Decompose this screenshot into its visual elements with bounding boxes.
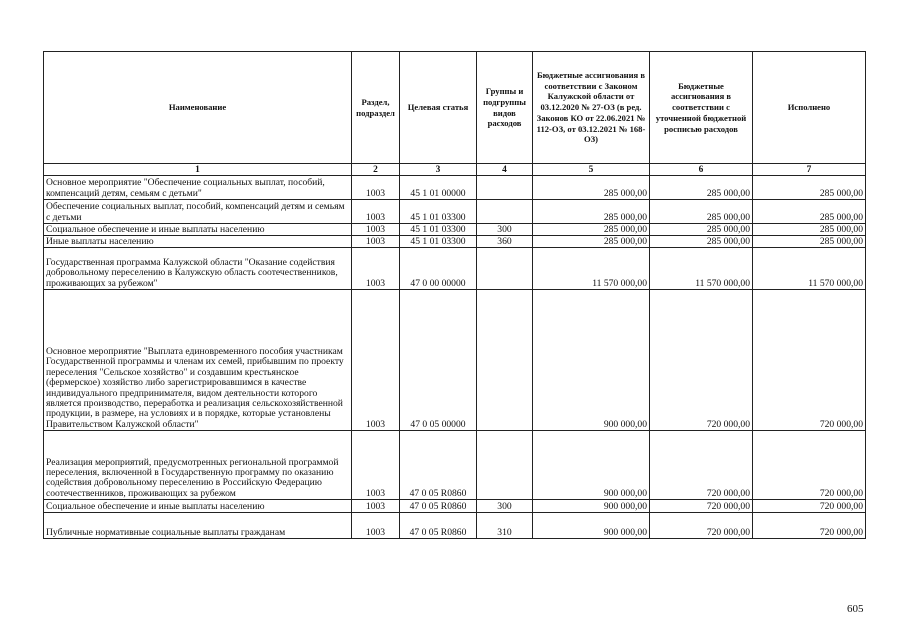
column-number-row (44, 164, 866, 176)
column-number: 2 (352, 164, 400, 176)
row-name: Социальное обеспечение и иные выплаты населению (44, 224, 352, 236)
table-row (44, 176, 866, 200)
row-law: 285 000,00 (533, 224, 650, 236)
row-target: 47 0 05 R0860 (400, 500, 477, 513)
budget-table (43, 51, 866, 539)
row-executed: 11 570 000,00 (753, 248, 866, 290)
row-refined: 285 000,00 (650, 224, 753, 236)
row-name: Иные выплаты населению (44, 236, 352, 248)
row-executed: 285 000,00 (753, 176, 866, 200)
row-refined: 11 570 000,00 (650, 248, 753, 290)
row-section: 1003 (352, 224, 400, 236)
row-refined: 720 000,00 (650, 290, 753, 431)
table-row (44, 236, 866, 248)
column-number: 4 (477, 164, 533, 176)
row-name: Основное мероприятие "Обеспечение социальных выплат, пособий, компенсаций детям, семьям с детьми" (44, 176, 352, 200)
column-number: 6 (650, 164, 753, 176)
row-target: 45 1 01 00000 (400, 176, 477, 200)
row-section: 1003 (352, 500, 400, 513)
row-executed: 720 000,00 (753, 290, 866, 431)
row-section: 1003 (352, 176, 400, 200)
row-name: Обеспечение социальных выплат, пособий, компенсаций детям и семьям с детьми (44, 200, 352, 224)
table-row (44, 248, 866, 290)
row-target: 47 0 05 R0860 (400, 513, 477, 539)
header-executed: Исполнено (753, 52, 866, 164)
row-section: 1003 (352, 236, 400, 248)
row-target: 45 1 01 03300 (400, 224, 477, 236)
header-law: Бюджетные ассигнования в соответствии с Законом Калужской области от 03.12.2020 № 27-ОЗ (в ред. Законов КО от 22.06.2021 № 112-ОЗ, от 03.12.2021 № 168-ОЗ) (533, 52, 650, 164)
row-law: 285 000,00 (533, 176, 650, 200)
column-number: 1 (44, 164, 352, 176)
row-target: 47 0 05 00000 (400, 290, 477, 431)
row-group (477, 176, 533, 200)
table-row (44, 290, 866, 431)
row-law: 11 570 000,00 (533, 248, 650, 290)
row-section: 1003 (352, 431, 400, 500)
row-section: 1003 (352, 248, 400, 290)
row-group: 300 (477, 500, 533, 513)
row-target: 45 1 01 03300 (400, 236, 477, 248)
row-name: Государственная программа Калужской области "Оказание содействия добровольному переселению в Калужскую область соотечественников, проживающих за рубежом" (44, 248, 352, 290)
row-target: 47 0 05 R0860 (400, 431, 477, 500)
row-section: 1003 (352, 290, 400, 431)
header-name: Наименование (44, 52, 352, 164)
column-number: 7 (753, 164, 866, 176)
row-refined: 285 000,00 (650, 200, 753, 224)
row-refined: 720 000,00 (650, 513, 753, 539)
header-groups: Группы и подгруппы видов расходов (477, 52, 533, 164)
header-row (44, 52, 866, 164)
row-law: 900 000,00 (533, 290, 650, 431)
table-row (44, 224, 866, 236)
row-name: Социальное обеспечение и иные выплаты населению (44, 500, 352, 513)
header-section: Раздел, подраздел (352, 52, 400, 164)
row-executed: 720 000,00 (753, 431, 866, 500)
row-refined: 285 000,00 (650, 176, 753, 200)
row-name: Публичные нормативные социальные выплаты гражданам (44, 513, 352, 539)
row-group (477, 248, 533, 290)
row-refined: 720 000,00 (650, 500, 753, 513)
row-refined: 720 000,00 (650, 431, 753, 500)
row-group (477, 431, 533, 500)
row-law: 900 000,00 (533, 431, 650, 500)
row-group (477, 200, 533, 224)
row-group (477, 290, 533, 431)
table-row (44, 431, 866, 500)
row-executed: 720 000,00 (753, 513, 866, 539)
row-law: 285 000,00 (533, 236, 650, 248)
row-law: 900 000,00 (533, 500, 650, 513)
header-target: Целевая статья (400, 52, 477, 164)
row-section: 1003 (352, 513, 400, 539)
row-group: 300 (477, 224, 533, 236)
column-number: 5 (533, 164, 650, 176)
row-executed: 285 000,00 (753, 200, 866, 224)
row-law: 900 000,00 (533, 513, 650, 539)
row-group: 310 (477, 513, 533, 539)
page-number: 605 (847, 603, 864, 615)
table-row (44, 500, 866, 513)
row-target: 45 1 01 03300 (400, 200, 477, 224)
row-executed: 285 000,00 (753, 236, 866, 248)
table-row (44, 200, 866, 224)
header-refined: Бюджетные ассигнования в соответствии с уточненной бюджетной росписью расходов (650, 52, 753, 164)
row-refined: 285 000,00 (650, 236, 753, 248)
table-row (44, 513, 866, 539)
column-number: 3 (400, 164, 477, 176)
row-target: 47 0 00 00000 (400, 248, 477, 290)
row-name: Основное мероприятие "Выплата единовременного пособия участникам Государственной программы и членам их семей, прибывшим по проекту переселения "Сельское хозяйство" и создавшим крестьянское (фермерское) хозяйство либо зарегистрировавшимся в качестве индивидуального предпринимателя, видом деятельности которого является производство, переработка и реализация сельскохозяйственной продукции, в размере, на условиях и в порядке, которые установлены Правительством Калужской области" (44, 290, 352, 431)
row-law: 285 000,00 (533, 200, 650, 224)
row-group: 360 (477, 236, 533, 248)
row-name: Реализация мероприятий, предусмотренных региональной программой переселения, включенной в Государственную программу по оказанию содействия добровольному переселению в Российскую Федерацию соотечественников, проживающих за рубежом (44, 431, 352, 500)
row-executed: 285 000,00 (753, 224, 866, 236)
row-executed: 720 000,00 (753, 500, 866, 513)
row-section: 1003 (352, 200, 400, 224)
